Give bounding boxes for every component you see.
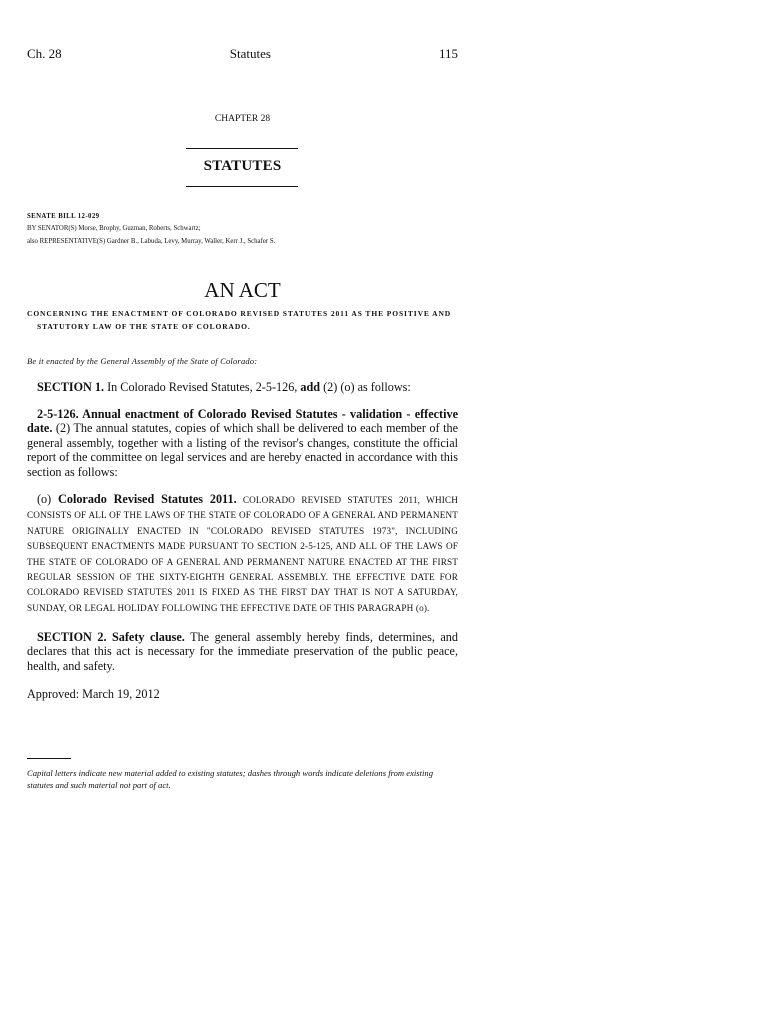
page-number: 115 — [438, 46, 458, 61]
chapter-label: CHAPTER 28 — [214, 114, 271, 124]
section-1-add: add — [300, 380, 321, 394]
bill-number: SENATE BILL 12-029 — [27, 213, 100, 220]
section-2-label: SECTION 2. Safety clause. — [37, 630, 185, 644]
section-2 — [27, 630, 458, 673]
running-title: Statutes — [229, 46, 271, 61]
title-rule-top — [186, 148, 298, 149]
act-heading: AN ACT — [204, 278, 281, 302]
house-sponsors: also REPRESENTATIVE(S) Gardner B., Labuda, Levy, Murray, Waller, Kerr J., Schafer S. — [27, 238, 276, 245]
footnote: Capital letters indicate new material added to existing statutes; dashes through words indicate deletions from existing statutes and such material not part of act. — [27, 768, 434, 790]
act-title-line-2: STATUTORY LAW OF THE STATE OF COLORADO. — [37, 321, 251, 331]
new-material-paragraph — [27, 492, 458, 615]
section-1-text-a: In Colorado Revised Statutes, 2-5-126, — [104, 380, 301, 394]
section-1-text-b: (2) (o) as follows: — [320, 380, 411, 394]
footnote-rule — [27, 758, 71, 759]
section-1 — [27, 380, 458, 394]
new-material-text: COLORADO REVISED STATUTES 2011, WHICH CONSISTS OF ALL OF THE LAWS OF THE STATE OF COLORADO OF A GENERAL AND PERMANENT NATURE ORIGINALLY ENACTED IN "COLORADO REVISED STATUTES 1973", INCLUDING SUBSEQUENT ENACTMENTS MADE PURSUANT TO SECTION 2-5-125, AND ALL OF THE LAWS OF THE STATE OF COLORADO OF A GENERAL AND PERMANENT NATURE ENACTED AT THE FIRST REGULAR SESSION OF THE SIXTY-EIGHTH GENERAL ASSEMBLY. THE EFFECTIVE DATE FOR COLORADO REVISED STATUTES 2011 IS FIXED AS THE FIRST DAY THAT IS NOT A SATURDAY, SUNDAY, OR LEGAL HOLIDAY FOLLOWING THE EFFECTIVE DATE OF THIS PARAGRAPH (o). — [27, 495, 458, 613]
statute-text: (2) The annual statutes, copies of which shall be delivered to each member of the general assembly, together with a listing of the revisor's changes, constitute the official report of the committee on legal services and are hereby enacted in accordance with this section as follows: — [27, 421, 458, 479]
statute-paragraph — [27, 407, 458, 479]
subparagraph-marker: (o) — [37, 492, 59, 506]
senate-sponsors: BY SENATOR(S) Morse, Brophy, Guzman, Roberts, Schwartz; — [27, 225, 201, 232]
new-material-heading: Colorado Revised Statutes 2011. — [58, 492, 237, 506]
statute-heading: 2-5-126. Annual enactment of Colorado Revised Statutes - validation - effective date. — [27, 407, 458, 436]
enacting-clause: Be it enacted by the General Assembly of the State of Colorado: — [27, 356, 258, 366]
chapter-title: STATUTES — [203, 158, 282, 174]
title-rule-bottom — [186, 186, 298, 187]
chapter-ref: Ch. 28 — [27, 46, 62, 61]
section-1-label: SECTION 1. — [37, 380, 105, 394]
running-head — [27, 46, 458, 62]
act-title — [27, 308, 458, 333]
act-title-line-1: CONCERNING THE ENACTMENT OF COLORADO REVISED STATUTES 2011 AS THE POSITIVE AND — [27, 309, 452, 318]
section-2-text: The general assembly hereby finds, determines, and declares that this act is necessary for the immediate preservation of the public peace, health, and safety. — [27, 630, 458, 673]
approval-date: Approved: March 19, 2012 — [27, 687, 160, 701]
